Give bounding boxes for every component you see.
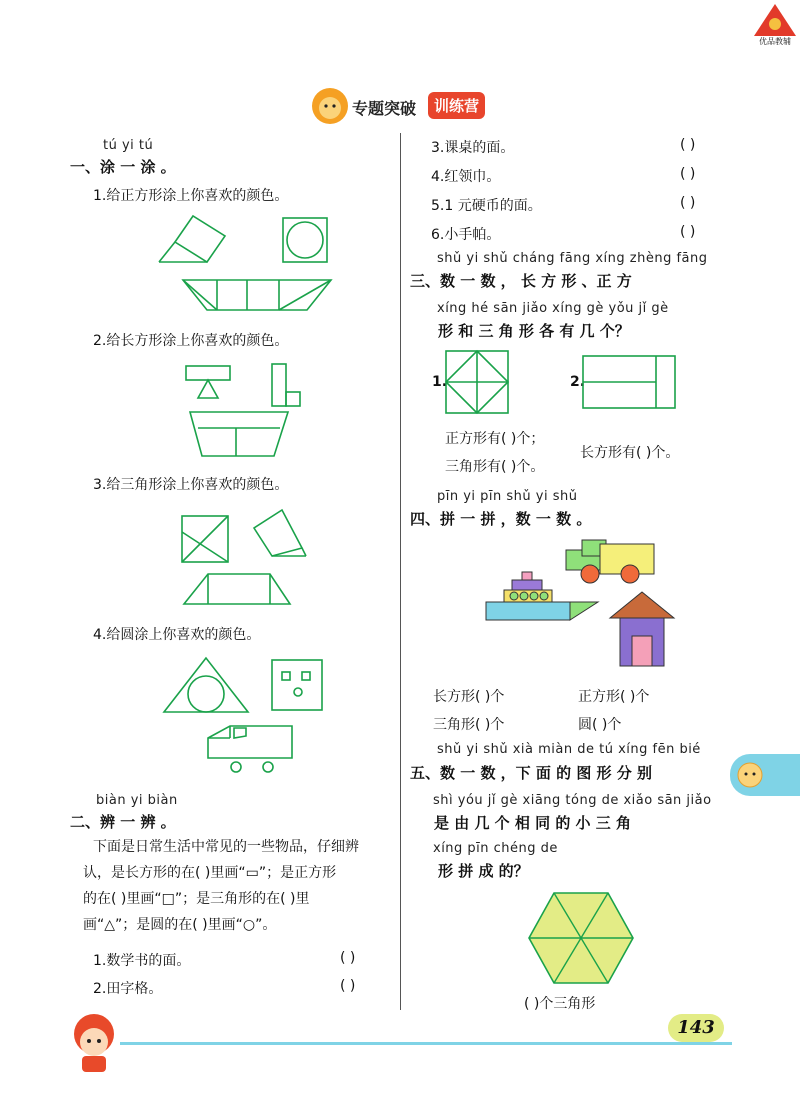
- q2-shapes: [180, 362, 340, 462]
- figure-2-label: 2.: [570, 374, 586, 390]
- section5-pinyin-2: shì yóu jǐ gè xiāng tóng de xiǎo sān jiǎo: [433, 793, 712, 808]
- s2-item-6-answer[interactable]: ( ): [680, 224, 696, 240]
- section4-title: 四、拼 一 拼 ，数 一 数 。: [410, 510, 592, 528]
- lion-mascot-icon: [310, 86, 350, 126]
- s2-item-4-answer[interactable]: ( ): [680, 166, 696, 182]
- rectangle-pieces: 长方形( )个: [433, 689, 505, 705]
- s2-item-5-answer[interactable]: ( ): [680, 195, 696, 211]
- s2-item-3-answer[interactable]: ( ): [680, 137, 696, 153]
- mascot-face-icon: [736, 761, 764, 789]
- section1-title: 一、涂 一 涂 。: [70, 158, 176, 176]
- pieces-picture: [484, 530, 684, 670]
- section3-title-1: 三、数 一 数 ， 长 方 形 、正 方: [410, 272, 632, 290]
- section2-title: 二、辨 一 辨 。: [70, 813, 176, 831]
- circle-pieces: 圆( )个: [578, 717, 622, 733]
- s2-item-5: 5.1 元硬币的面。: [431, 198, 542, 214]
- section3-pinyin-1: shǔ yi shǔ cháng fāng xíng zhèng fāng: [437, 251, 708, 266]
- s2-line-2: 认，是长方形的在( )里画“▭”；是正方形: [83, 865, 337, 881]
- triangle-pieces: 三角形( )个: [433, 717, 505, 733]
- s2-line-4: 画“△”；是圆的在( )里画“○”。: [83, 917, 277, 933]
- page-header: [310, 86, 500, 126]
- header-title: 专题突破: [352, 99, 417, 118]
- publisher-logo: [752, 2, 798, 48]
- section1-pinyin: tú yi tú: [103, 138, 154, 153]
- hexagon-figure: [528, 892, 634, 984]
- section2-pinyin: biàn yi biàn: [96, 793, 178, 808]
- s2-line-1: 下面是日常生活中常见的一些物品，仔细辨: [93, 839, 359, 855]
- column-divider: [400, 133, 401, 1010]
- section5-title-3: 形 拼 成 的？: [438, 862, 529, 880]
- section3-pinyin-2: xíng hé sān jiǎo xíng gè yǒu jǐ gè: [437, 301, 669, 316]
- s2-paragraph: [83, 834, 359, 938]
- s1-question-4: 4.给圆涂上你喜欢的颜色。: [93, 627, 261, 643]
- rectangle-count: 长方形有( )个。: [580, 445, 680, 461]
- s2-item-2-answer[interactable]: ( ): [340, 978, 356, 994]
- q4-shapes: [160, 656, 330, 776]
- s1-question-3: 3.给三角形涂上你喜欢的颜色。: [93, 477, 289, 493]
- figure-1-square: [445, 350, 509, 414]
- footer-line: [120, 1042, 732, 1045]
- s2-item-3: 3.课桌的面。: [431, 140, 515, 156]
- section5-title-1: 五、数 一 数 ，下 面 的 图 形 分 别: [410, 764, 653, 782]
- s1-question-1: 1.给正方形涂上你喜欢的颜色。: [93, 188, 289, 204]
- hexagon-answer: ( )个三角形: [524, 996, 596, 1012]
- section4-pinyin: pīn yi pīn shǔ yi shǔ: [437, 489, 578, 504]
- side-tab: [730, 754, 800, 796]
- q3-shapes: [178, 508, 338, 608]
- logo-text: 优品教辅: [759, 37, 791, 46]
- s2-item-6: 6.小手帕。: [431, 227, 501, 243]
- section5-pinyin-1: shǔ yi shǔ xià miàn de tú xíng fēn bié: [437, 742, 701, 757]
- s2-item-2: 2.田字格。: [93, 981, 163, 997]
- header-badge: 训练营: [428, 92, 485, 119]
- s2-item-1-answer[interactable]: ( ): [340, 950, 356, 966]
- q1-shapes: [155, 212, 355, 322]
- figure-2-rectangle: [582, 355, 678, 411]
- square-pieces: 正方形( )个: [578, 689, 650, 705]
- section5-title-2: 是 由 几 个 相 同 的 小 三 角: [434, 814, 632, 832]
- figure-1-label: 1.: [432, 374, 448, 390]
- s2-item-4: 4.红领巾。: [431, 169, 501, 185]
- s1-question-2: 2.给长方形涂上你喜欢的颜色。: [93, 333, 289, 349]
- s2-item-1: 1.数学书的面。: [93, 953, 191, 969]
- triangle-count: 三角形有( )个。: [445, 459, 545, 475]
- section5-pinyin-3: xíng pīn chéng de: [433, 841, 558, 856]
- section3-title-2: 形 和 三 角 形 各 有 几 个？: [438, 322, 630, 340]
- page-number: 143: [668, 1014, 724, 1042]
- s2-line-3: 的在( )里画“□”；是三角形的在( )里: [83, 891, 310, 907]
- square-count: 正方形有( )个；: [445, 431, 545, 447]
